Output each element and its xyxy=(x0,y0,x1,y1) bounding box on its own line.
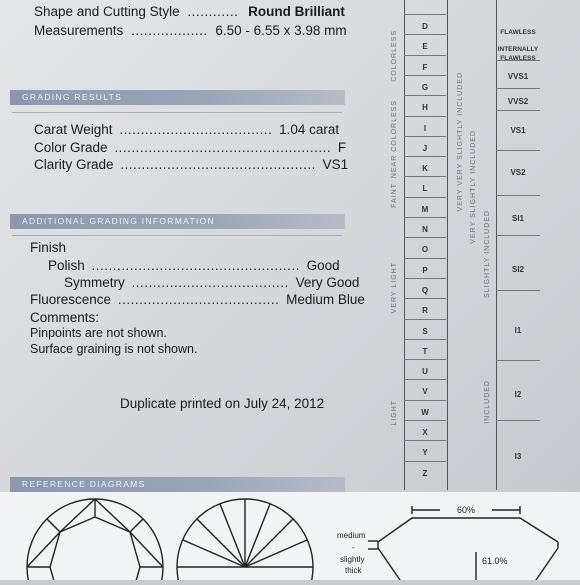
color-grade-m: M xyxy=(421,204,429,214)
color-grade-i: I xyxy=(423,123,427,133)
color-dots: ................................................... xyxy=(114,140,332,155)
clarity-group-vvs: VERY VERY SLIGHTLY INCLUDED xyxy=(457,72,464,212)
clarity-grade-vs2: VS2 xyxy=(510,168,526,177)
color-grade-y: Y xyxy=(422,448,428,458)
clarity-grade-tick xyxy=(496,110,540,111)
color-grade-tick xyxy=(404,359,446,360)
clarity-label: Clarity Grade xyxy=(34,157,114,172)
carat-label: Carat Weight xyxy=(34,122,113,137)
color-grade-tick xyxy=(404,156,446,157)
symmetry-value: Very Good xyxy=(295,275,360,290)
diagram-svg xyxy=(0,492,580,580)
color-grade-tick xyxy=(404,237,446,238)
measurements-label: Measurements xyxy=(34,23,124,38)
polish-dots: ................................................. xyxy=(91,258,300,273)
color-grade-tick xyxy=(404,14,446,15)
color-grade-e: E xyxy=(422,42,428,52)
color-group-light: LIGHT xyxy=(391,400,398,426)
girdle-dash: - xyxy=(352,543,355,552)
clarity-row xyxy=(34,157,348,172)
color-grade-tick xyxy=(404,420,446,421)
clarity-grade-vs1: VS1 xyxy=(510,126,526,135)
measurements-dots: .................. xyxy=(131,23,208,38)
symmetry-row xyxy=(64,275,359,290)
divider xyxy=(12,235,342,236)
color-grade-v: V xyxy=(422,387,428,397)
measurements-value: 6.50 - 6.55 x 3.98 mm xyxy=(215,23,347,38)
color-grade-q: Q xyxy=(421,285,429,295)
color-grade-tick xyxy=(404,339,446,340)
color-grade-l: L xyxy=(422,184,428,194)
fluorescence-label: Fluorescence xyxy=(30,292,112,307)
polish-label: Polish xyxy=(48,258,85,273)
polish-value: Good xyxy=(306,258,340,273)
color-grade-j: J xyxy=(422,143,428,153)
color-grade-tick xyxy=(404,440,446,441)
carat-value: 1.04 carat xyxy=(279,122,340,137)
color-grade-o: O xyxy=(421,245,429,255)
measurements-row xyxy=(34,23,347,38)
color-grade-u: U xyxy=(422,367,428,377)
color-group-faint: FAINT xyxy=(391,183,398,208)
color-grade-k: K xyxy=(422,164,428,174)
color-grade-t: T xyxy=(422,346,428,356)
profile-diagram xyxy=(368,506,558,580)
clarity-grade-tick xyxy=(496,195,540,196)
color-grade-tick xyxy=(404,176,446,177)
clarity-value: VS1 xyxy=(322,157,349,172)
color-group-very-light: VERY LIGHT xyxy=(391,262,398,314)
color-grade-p: P xyxy=(422,265,428,275)
symmetry-label: Symmetry xyxy=(64,275,125,290)
polish-row xyxy=(48,258,340,273)
color-group-colorless: COLORLESS xyxy=(391,30,398,82)
color-grade-tick xyxy=(404,258,446,259)
color-grade-tick xyxy=(404,461,446,462)
color-grade-tick xyxy=(404,136,446,137)
comment-surface-graining: Surface graining is not shown. xyxy=(30,342,198,356)
color-grade-tick xyxy=(404,34,446,35)
color-grade-tick xyxy=(404,278,446,279)
clarity-group-included: INCLUDED xyxy=(484,380,491,424)
color-grade-f: F xyxy=(422,62,428,72)
clarity-grade-tick xyxy=(496,235,540,236)
color-grade-tick xyxy=(404,197,446,198)
color-value: F xyxy=(337,140,347,155)
color-grade-z: Z xyxy=(422,468,428,478)
girdle-thick: thick xyxy=(345,566,362,575)
carat-dots: .................................... xyxy=(119,122,273,137)
color-grade-tick xyxy=(404,319,446,320)
duplicate-printed-note: Duplicate printed on July 24, 2012 xyxy=(120,396,325,411)
clarity-group-vs: VERY SLIGHTLY INCLUDED xyxy=(470,130,477,244)
fluorescence-dots: ...................................... xyxy=(117,292,280,307)
clarity-grade-tick xyxy=(496,150,540,151)
color-grade-tick xyxy=(404,217,446,218)
symmetry-dots: ..................................... xyxy=(131,275,289,290)
color-grade-x: X xyxy=(422,428,428,437)
fluorescence-row xyxy=(30,292,365,307)
shape-dots: ............ xyxy=(187,4,239,19)
girdle-medium: medium xyxy=(337,531,366,540)
additional-info-header: ADDITIONAL GRADING INFORMATION xyxy=(10,214,345,229)
carat-row xyxy=(34,122,339,137)
clarity-grade-si2: SI2 xyxy=(511,265,524,274)
color-grade-tick xyxy=(404,116,446,117)
divider xyxy=(12,112,342,113)
reference-diagrams-header: REFERENCE DIAGRAMS xyxy=(10,477,345,492)
table-percentage: 60% xyxy=(456,505,476,515)
shape-row xyxy=(34,4,345,19)
clarity-grade-i3: I3 xyxy=(514,452,522,461)
color-grade-g: G xyxy=(421,82,429,92)
color-grade-tick xyxy=(404,55,446,56)
color-grade-s: S xyxy=(422,326,428,336)
color-group-near-colorless: NEAR COLORLESS xyxy=(391,100,398,179)
fluorescence-value: Medium Blue xyxy=(286,292,365,307)
reference-diagrams xyxy=(0,492,580,580)
clarity-grade-tick xyxy=(496,420,540,421)
color-grade-d: D xyxy=(422,22,428,31)
color-grade-tick xyxy=(404,379,446,380)
color-grade-w: W xyxy=(421,407,429,417)
clarity-group-si: SLIGHTLY INCLUDED xyxy=(484,210,491,298)
clarity-grade-tick xyxy=(496,290,540,291)
color-grade-tick xyxy=(404,298,446,299)
clarity-grade-i2: I2 xyxy=(514,390,522,399)
crown-view-diagram xyxy=(27,499,163,580)
color-grade-tick xyxy=(404,75,446,76)
pavilion-view-diagram xyxy=(177,499,313,580)
clarity-grade-flawless: FLAWLESS xyxy=(500,29,536,36)
clarity-grade-vvs2: VVS2 xyxy=(507,97,529,106)
color-grade-r: R xyxy=(422,306,428,316)
shape-label: Shape and Cutting Style xyxy=(34,4,180,19)
color-grade-tick xyxy=(404,95,446,96)
color-row xyxy=(34,140,346,155)
grading-results-header: GRADING RESULTS xyxy=(10,90,345,105)
depth-percentage: 61.0% xyxy=(482,556,508,566)
comments-label: Comments: xyxy=(30,310,100,325)
shape-value: Round Brilliant xyxy=(248,4,345,19)
clarity-grade-internally-flawless: INTERNALLY FLAWLESS xyxy=(497,46,539,62)
clarity-grade-vvs1: VVS1 xyxy=(507,72,529,81)
finish-label: Finish xyxy=(30,240,67,255)
color-grade-n: N xyxy=(422,225,428,234)
color-grade-tick xyxy=(404,400,446,401)
clarity-dots: .............................................. xyxy=(120,157,316,172)
color-grade-h: H xyxy=(422,103,428,113)
color-label: Color Grade xyxy=(34,140,108,155)
clarity-grade-tick xyxy=(496,360,540,361)
comment-pinpoints: Pinpoints are not shown. xyxy=(30,326,167,340)
girdle-slightly: slightly xyxy=(340,555,365,564)
clarity-grade-si1: SI1 xyxy=(511,214,524,223)
clarity-grade-tick xyxy=(496,88,540,89)
clarity-grade-i1: I1 xyxy=(514,326,522,335)
